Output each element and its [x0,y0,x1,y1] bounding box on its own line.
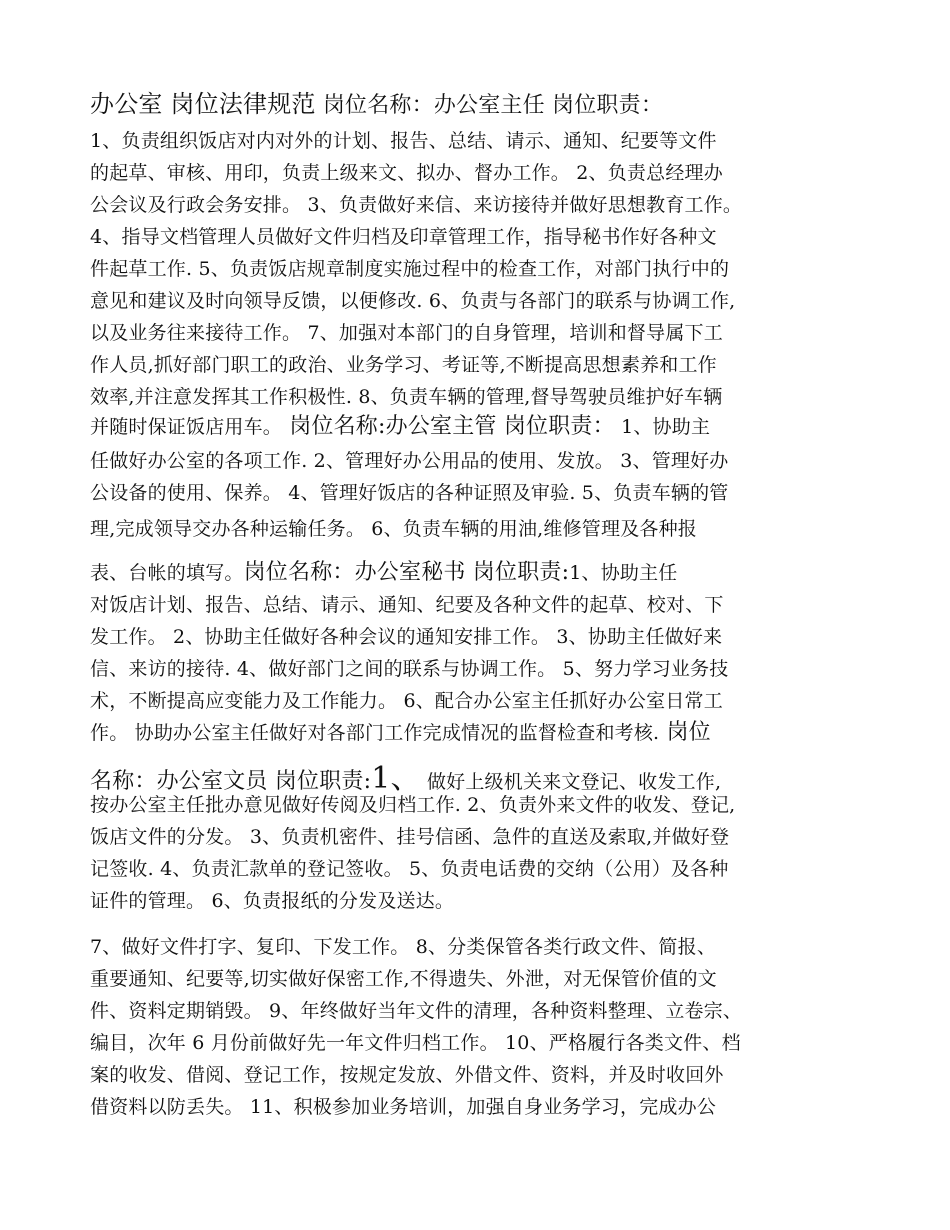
text-segment: 记签收. 4、负责汇款单的登记签收。 5、负责电话费的交纳（公用）及各种 [90,858,729,880]
text-segment: 效率,并注意发挥其工作积极性. 8、负责车辆的管理,督导驾驶员维护好车辆 [90,386,723,408]
text-segment: 对饭店计划、报告、总结、请示、通知、纪要及各种文件的起草、校对、下 [90,594,724,616]
heading-segment: 岗位名称:办公室主管 岗位职责： [282,414,615,439]
text-line [90,860,729,879]
text-segment: 按办公室主任批办意见做好传阅及归档工作. 2、负责外来文件的收发、登记, [90,794,736,816]
text-line [90,892,454,911]
text-segment: 件起草工作. 5、负责饭店规章制度实施过程中的检查工作，对部门执行中的 [90,258,730,280]
text-segment: 公会议及行政会务安排。 3、负责做好来信、来访接待并做好思想教育工作。 [90,194,743,216]
text-line [90,260,729,279]
text-line [90,520,697,539]
heading-segment: 岗位名称：办公室秘书 岗位职责: [243,560,570,585]
text-line [90,356,717,375]
text-segment: 以及业务往来接待工作。 7、加强对本部门的自身管理，培训和督导属下工 [90,322,723,344]
text-line [90,761,722,796]
heading-segment: 办公室 岗位法律规范 [90,90,316,118]
text-segment: 公设备的使用、保养。 4、管理好饭店的各种证照及审验. 5、负责车辆的管 [90,482,729,504]
text-segment: 做好上级机关来文登记、收发工作, [420,771,722,793]
text-line [90,796,735,815]
heading-segment: 岗位名称：办公室主任 岗位职责： [315,93,664,118]
text-line [90,164,723,183]
text-line [90,1098,716,1117]
heading-segment: 岗位 [659,720,711,745]
text-segment: 表、台帐的填写。 [90,562,244,584]
heading-segment: 1、 [371,761,421,796]
text-line [90,196,742,215]
text-segment: 理,完成领导交办各种运输任务。 6、负责车辆的用油,维修管理及各种报 [90,518,698,540]
text-segment: 任做好办公室的各项工作. 2、管理好办公用品的使用、发放。 3、管理好办 [90,450,729,472]
text-line [90,452,729,471]
text-line [90,1034,741,1053]
heading-segment: 名称：办公室文员 岗位职责: [90,769,372,794]
text-line [90,1002,742,1021]
text-line [90,292,735,311]
text-segment: 1、协助主任 [569,562,678,584]
text-segment: 7、做好文件打字、复印、下发工作。 8、分类保管各类行政文件、简报、 [90,936,717,958]
text-line [90,324,723,343]
text-line [90,660,729,679]
text-segment: 案的收发、借阅、登记工作，按规定发放、外借文件、资料，并及时收回外 [90,1064,724,1086]
text-segment: 件、资料定期销毁。 9、年终做好当年文件的清理，各种资料整理、立卷宗、 [90,1000,743,1022]
text-line [90,628,722,647]
text-line [90,596,724,615]
text-segment: 作人员,抓好部门职工的政治、业务学习、考证等,不断提高思想素养和工作 [90,354,717,376]
text-line [90,388,722,407]
text-segment: 的起草、审核、用印，负责上级来文、拟办、督办工作。 2、负责总经理办 [90,162,723,184]
text-line [90,938,716,957]
text-segment: 意见和建议及时向领导反馈，以便修改. 6、负责与各部门的联系与协调工作, [90,290,736,312]
text-segment: 证件的管理。 6、负责报纸的分发及送达。 [90,890,455,912]
text-line [90,722,711,744]
text-segment: 饭店文件的分发。 3、负责机密件、挂号信函、急件的直送及索取,并做好登 [90,826,730,848]
text-line [90,132,717,151]
text-segment: 术，不断提高应变能力及工作能力。 6、配合办公室主任抓好办公室日常工 [90,690,723,712]
text-segment: 1、协助主 [614,416,711,438]
text-line [90,1066,724,1085]
text-line [90,692,723,711]
text-segment: 并随时保证饭店用车。 [90,416,283,438]
text-line [90,484,729,503]
text-segment: 1、负责组织饭店对内对外的计划、报告、总结、请示、通知、纪要等文件 [90,130,717,152]
text-line [90,416,710,438]
text-line [90,228,717,247]
text-line [90,828,729,847]
text-segment: 发工作。 2、协助主任做好各种会议的通知安排工作。 3、协助主任做好来 [90,626,723,648]
text-line [90,92,663,117]
text-segment: 借资料以防丢失。 11、积极参加业务培训，加强自身业务学习，完成办公 [90,1096,717,1118]
text-segment: 4、指导文档管理人员做好文件归档及印章管理工作，指导秘书作好各种文 [90,226,717,248]
text-line [90,562,678,584]
text-line [90,970,717,989]
text-segment: 重要通知、纪要等,切实做好保密工作,不得遗失、外泄，对无保管价值的文 [90,968,717,990]
text-segment: 作。 协助办公室主任做好对各部门工作完成情况的监督检查和考核. [90,722,660,744]
text-segment: 编目，次年 6 月份前做好先一年文件归档工作。 10、严格履行各类文件、档 [90,1032,741,1054]
text-segment: 信、来访的接待. 4、做好部门之间的联系与协调工作。 5、努力学习业务技 [90,658,729,680]
